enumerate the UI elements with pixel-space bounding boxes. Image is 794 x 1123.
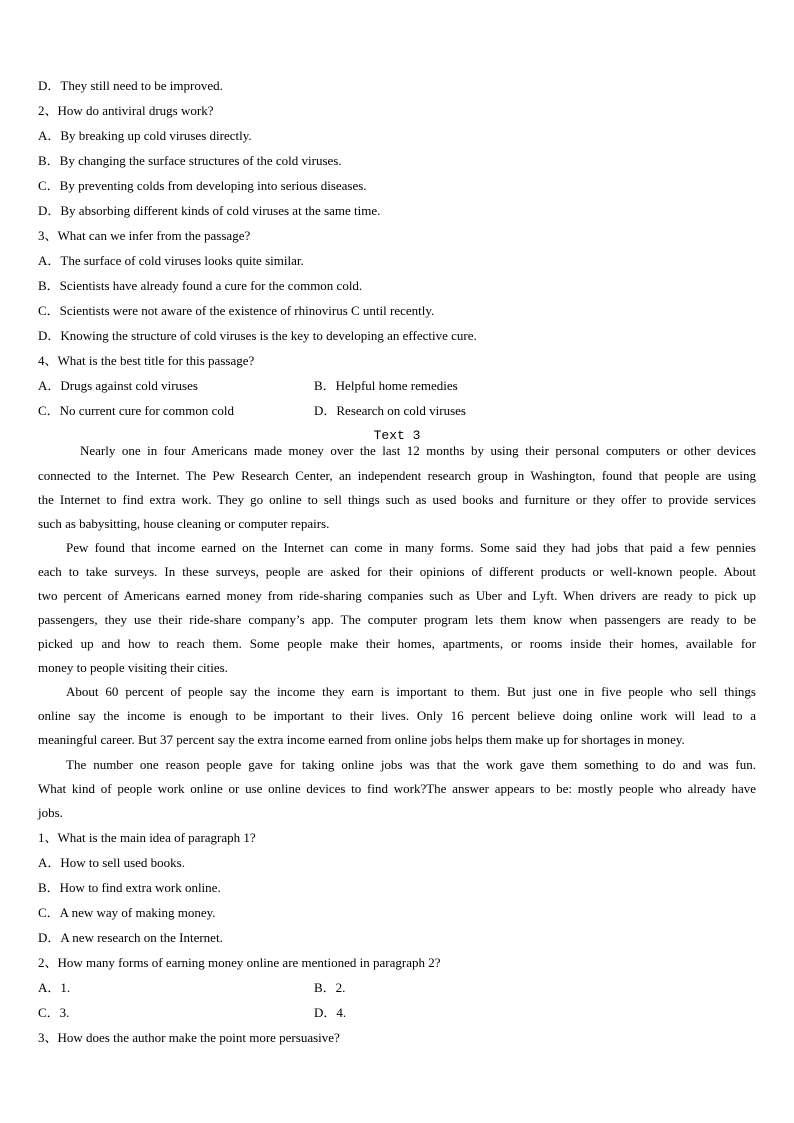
paragraph-2-line: two percent of Americans earned money from ride-sharing companies such as Uber and Lyft. When drivers are ready to pick up [38, 588, 756, 603]
paragraph-4-line: jobs. [38, 805, 63, 820]
q1-option: C．A new way of making money. [38, 905, 216, 920]
paragraph-4-line: The number one reason people gave for taking online jobs was that the work gave them something to do and was fun. [66, 757, 756, 772]
prev-q2-question: 2、How do antiviral drugs work? [38, 103, 214, 118]
paragraph-1-line: such as babysitting, house cleaning or computer repairs. [38, 516, 330, 531]
prev-q3-option: D．Knowing the structure of cold viruses is the key to developing an effective cure. [38, 328, 477, 343]
prev-q3-question: 3、What can we infer from the passage? [38, 228, 251, 243]
prev-q1-option-d: D．They still need to be improved. [38, 78, 223, 93]
paragraph-1-line: connected to the Internet. The Pew Research Center, an independent research group in Washington, found that people are using [38, 468, 756, 483]
prev-q3-option: C．Scientists were not aware of the existence of rhinovirus C until recently. [38, 303, 435, 318]
prev-q2-option: C．By preventing colds from developing into serious diseases. [38, 178, 367, 193]
paragraph-2-line: picked up and how to reach them. Some people make their homes, apartments, or rooms inside their homes, available for [38, 636, 756, 651]
prev-q4-question: 4、What is the best title for this passage? [38, 353, 255, 368]
prev-q3-option: B．Scientists have already found a cure for the common cold. [38, 278, 363, 293]
prev-q4-option: C．No current cure for common cold [38, 403, 235, 418]
prev-q3-option: A．The surface of cold viruses looks quite similar. [38, 253, 304, 268]
q2-question: 2、How many forms of earning money online are mentioned in paragraph 2? [38, 955, 441, 970]
paragraph-1-line: the Internet to find extra work. They go online to sell things such as used books and furniture or they offer to provide services [38, 492, 756, 507]
prev-q4-option: B．Helpful home remedies [314, 378, 458, 393]
section-title: Text 3 [373, 428, 421, 443]
paragraph-1-line: Nearly one in four Americans made money over the last 12 months by using their personal computers or other devices [80, 443, 756, 458]
prev-q4-option: A．Drugs against cold viruses [38, 378, 198, 393]
q2-option: A．1. [38, 980, 71, 995]
paragraph-2-line: money to people visiting their cities. [38, 660, 228, 675]
q1-option: D．A new research on the Internet. [38, 930, 223, 945]
q1-option: A．How to sell used books. [38, 855, 185, 870]
prev-q4-option: D．Research on cold viruses [314, 403, 466, 418]
paragraph-3-line: About 60 percent of people say the income they earn is important to them. But just one in five people who sell things [66, 684, 756, 699]
prev-q2-option: D．By absorbing different kinds of cold viruses at the same time. [38, 203, 381, 218]
q1-question: 1、What is the main idea of paragraph 1? [38, 830, 256, 845]
q1-option: B．How to find extra work online. [38, 880, 221, 895]
q2-option: B．2. [314, 980, 346, 995]
q2-option: C．3. [38, 1005, 70, 1020]
q3-question: 3、How does the author make the point more persuasive? [38, 1030, 340, 1045]
paragraph-3-line: online say the income is enough to be important to their lives. Only 16 percent believe doing online work will lead to a [38, 708, 756, 723]
paragraph-4-line: What kind of people work online or use online devices to find work?The answer appears to be: mostly people who already have [38, 781, 756, 796]
paragraph-2-line: passengers, they use their ride-share company’s app. The computer program lets them know when passengers are ready to be [38, 612, 756, 627]
prev-q2-option: A．By breaking up cold viruses directly. [38, 128, 252, 143]
prev-q2-option: B．By changing the surface structures of the cold viruses. [38, 153, 342, 168]
paragraph-2-line: Pew found that income earned on the Internet can come in many forms. Some said they had jobs that paid a few pennies [66, 540, 756, 555]
paragraph-2-line: each to take surveys. In these surveys, people are asked for their opinions of different products or well-known people. About [38, 564, 756, 579]
paragraph-3-line: meaningful career. But 37 percent say the extra income earned from online jobs helps them make up for shortages in money. [38, 732, 685, 747]
q2-option: D．4. [314, 1005, 347, 1020]
